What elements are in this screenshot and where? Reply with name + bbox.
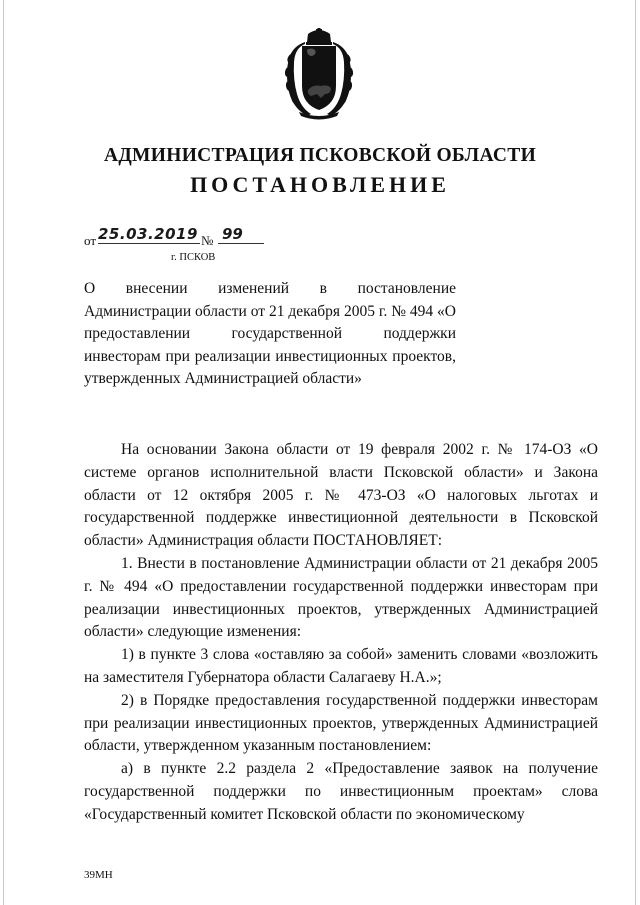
number-prefix: № xyxy=(201,233,214,248)
body-paragraph: 1) в пункте 3 слова «оставляю за собой» заменить словами «возложить на заместителя Губернатора области Салагаеву Н.А.»; xyxy=(84,646,598,686)
body-paragraph: На основании Закона области от 19 февраля 2002 г. № 174-ОЗ «О системе органов исполнительной власти Псковской области» и Закона области от 12 октября 2005 г. № 473-ОЗ «О налоговых льготах и государственной поддержке инвестиционной деятельности в Псковской области» Администрация области ПОСТАНОВЛЯЕТ: xyxy=(84,441,598,550)
date-prefix: от xyxy=(84,233,97,248)
document-body xyxy=(84,439,598,827)
handwritten-date: 25.03.2019 xyxy=(98,225,200,244)
handwritten-number: 99 xyxy=(218,225,264,244)
date-number-line xyxy=(84,227,274,247)
scan-edge-left xyxy=(3,0,4,905)
coat-of-arms-emblem xyxy=(281,28,357,120)
document-subject: О внесении изменений в постановление Администрации области от 21 декабря 2005 г. № 494 «О предоставлении государственной поддержки инвесторам при реализации инвестиционных проектов, утвержденных Администрацией области» xyxy=(84,280,456,387)
scan-edge-right xyxy=(635,0,636,905)
body-paragraph: 1. Внести в постановление Администрации области от 21 декабря 2005 г. № 494 «О предоставлении государственной поддержки инвесторам при реализации инвестиционных проектов, утвержденных Администрацией области» следующие изменения: xyxy=(84,554,598,641)
organization-title: АДМИНИСТРАЦИЯ ПСКОВСКОЙ ОБЛАСТИ xyxy=(103,145,537,166)
document-type-title: ПОСТАНОВЛЕНИЕ xyxy=(190,172,450,197)
city-label: г. ПСКОВ xyxy=(171,252,216,263)
body-paragraph: а) в пункте 2.2 раздела 2 «Предоставление заявок на получение государственной поддержки по инвестиционным проектам» слова «Государственный комитет Псковской области по экономическому xyxy=(84,760,598,823)
footer-code: 39МН xyxy=(84,869,113,881)
body-paragraph: 2) в Порядке предоставления государственной поддержки инвесторам при реализации инвестиционных проектов, утвержденных Администрацией области, утвержденном указанным постановлением: xyxy=(84,691,598,755)
